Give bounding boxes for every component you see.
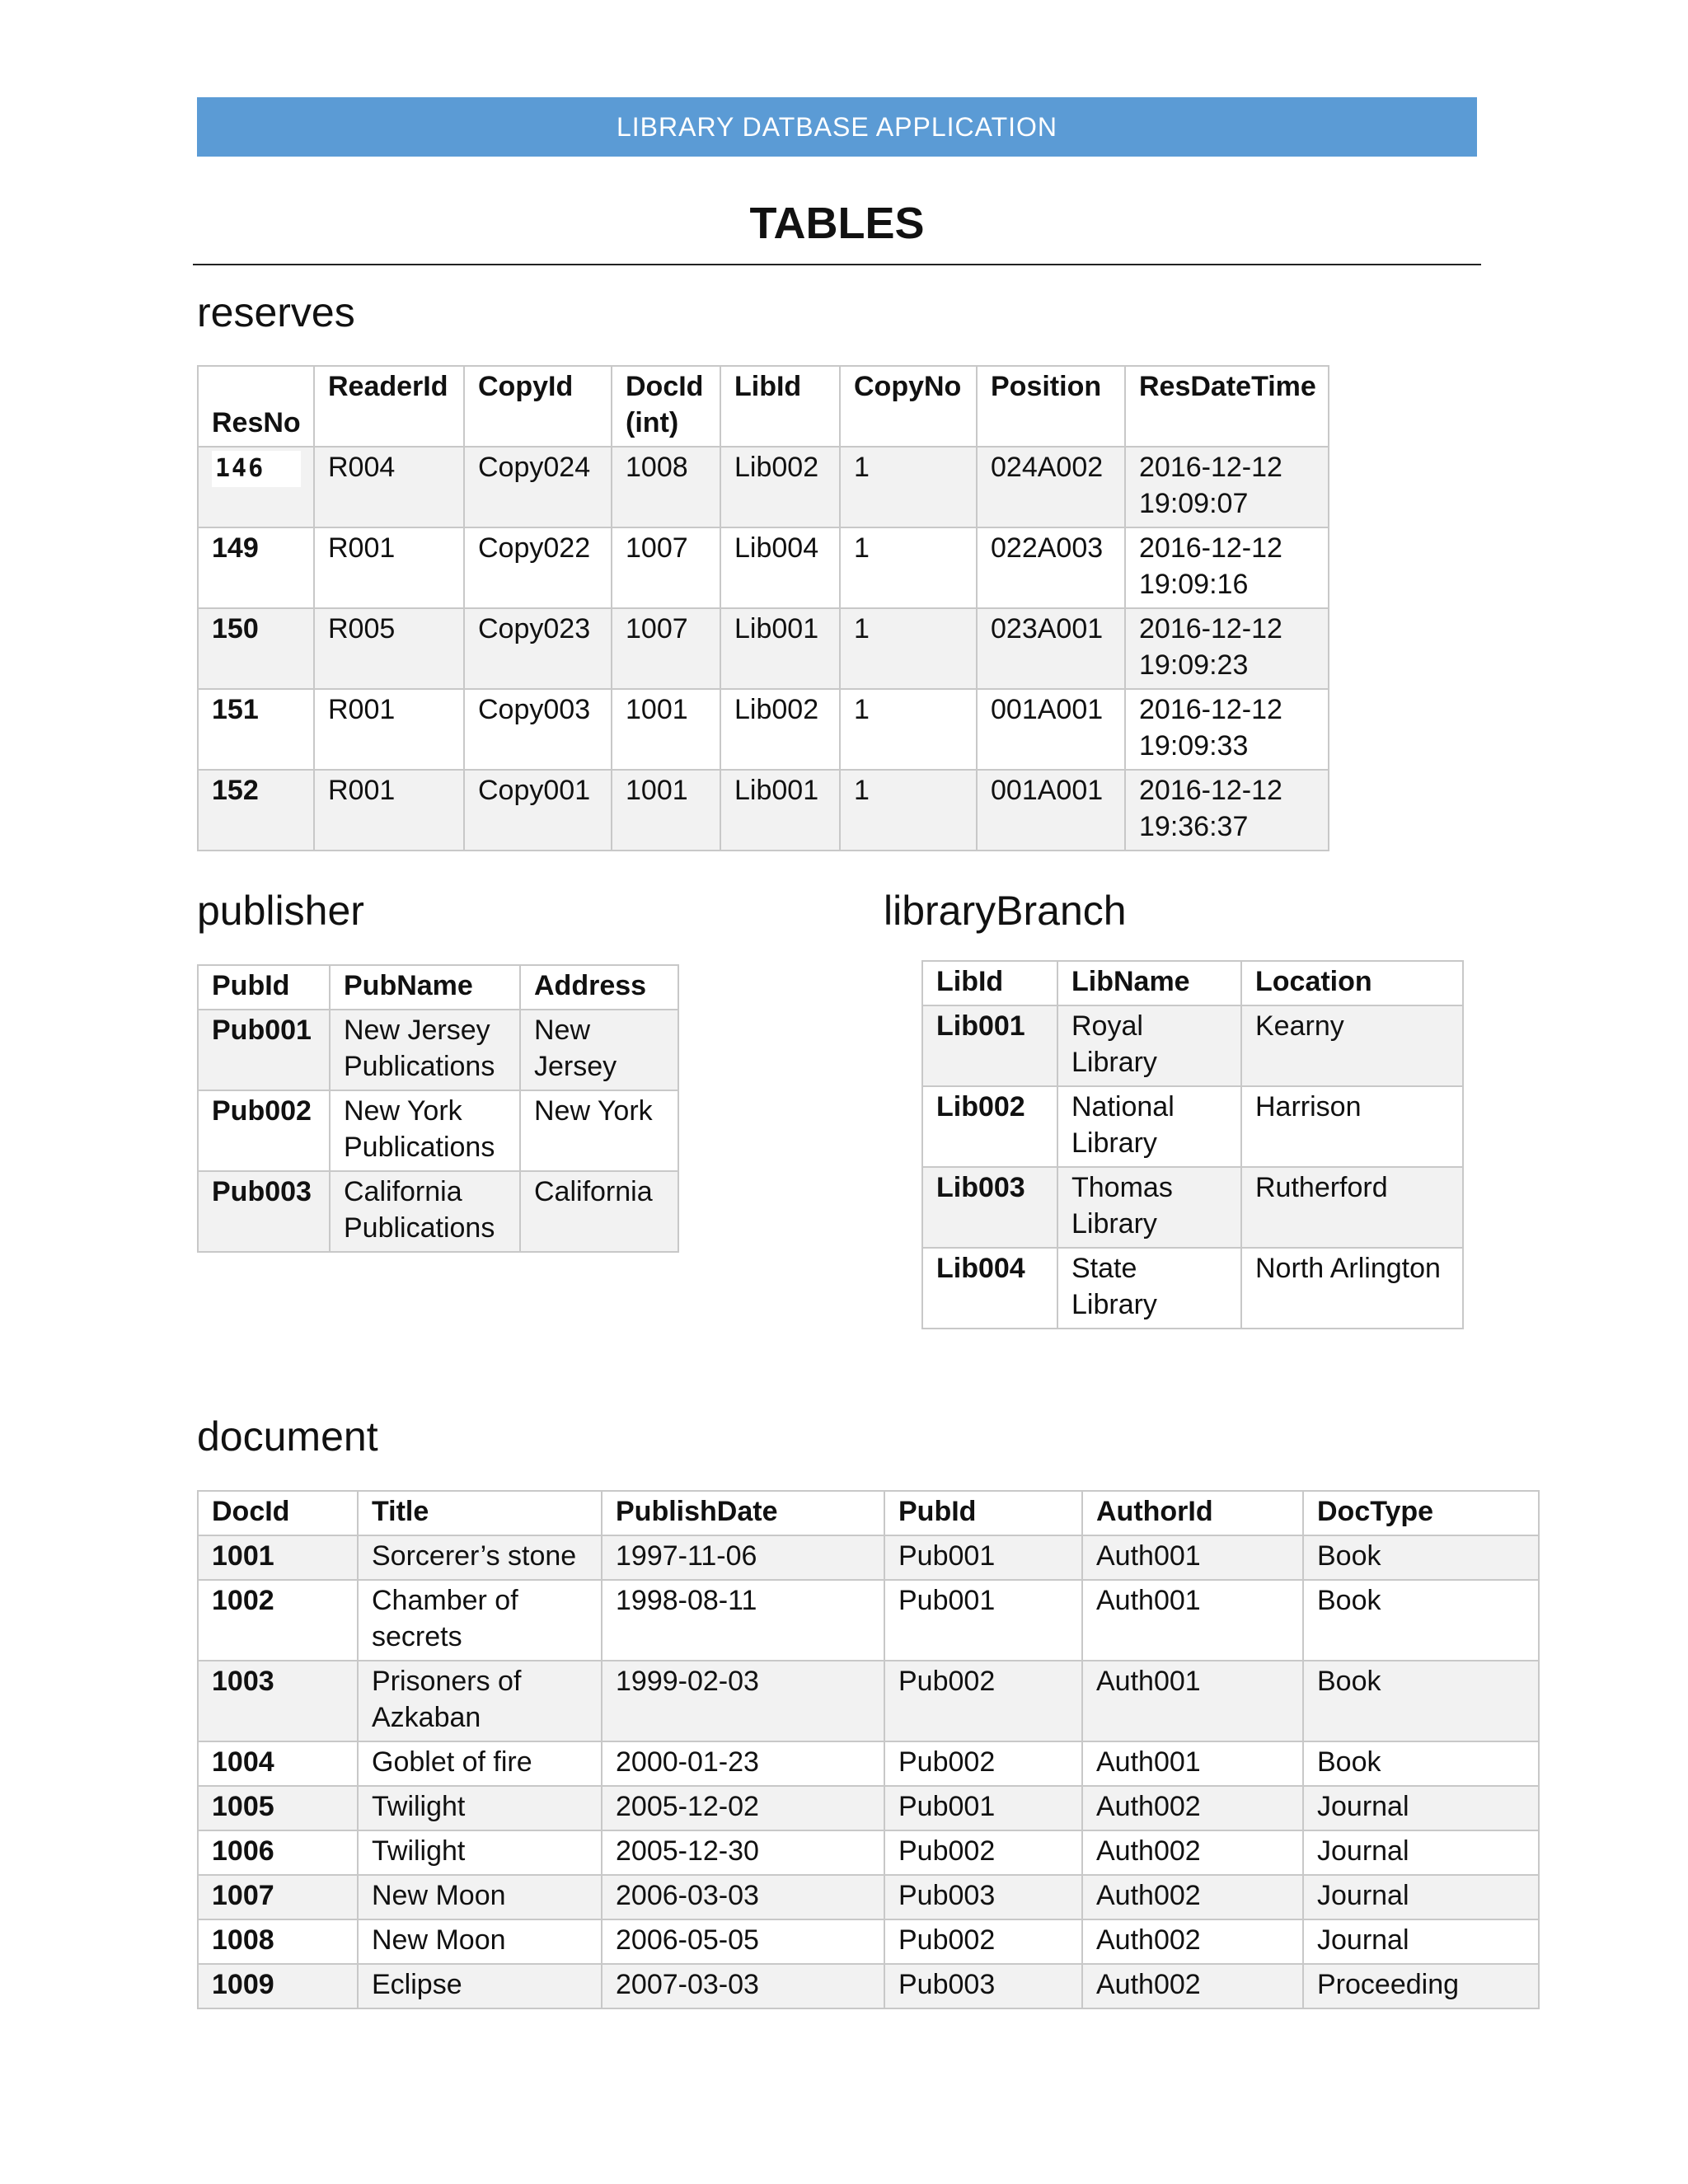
library-branch-cell: Lib004 xyxy=(922,1248,1057,1329)
document-column-header: DocType xyxy=(1303,1491,1539,1535)
app-title: LIBRARY DATBASE APPLICATION xyxy=(616,111,1058,142)
publisher-row xyxy=(198,1090,678,1171)
reserves-cell: 001A001 xyxy=(977,770,1125,851)
reserves-cell: Lib002 xyxy=(720,689,840,770)
document-cell: Pub003 xyxy=(884,1964,1082,2008)
reserves-cell: 001A001 xyxy=(977,689,1125,770)
document-row xyxy=(198,1830,1539,1875)
document-cell: Twilight xyxy=(358,1830,602,1875)
publisher-column-header: Address xyxy=(520,965,678,1010)
document-column-header: DocId xyxy=(198,1491,358,1535)
reserves-row xyxy=(198,689,1329,770)
document-cell: 1001 xyxy=(198,1535,358,1580)
library-branch-column-header: Location xyxy=(1241,961,1463,1005)
library-branch-cell: Lib002 xyxy=(922,1086,1057,1167)
reserves-cell: Copy022 xyxy=(464,527,612,608)
document-cell: 2005-12-30 xyxy=(602,1830,884,1875)
document-cell: Journal xyxy=(1303,1875,1539,1919)
reserves-cell: Lib002 xyxy=(720,447,840,527)
document-cell: 2006-03-03 xyxy=(602,1875,884,1919)
publisher-cell: California xyxy=(520,1171,678,1252)
publisher-heading: publisher xyxy=(197,888,364,934)
document-header-row xyxy=(198,1491,1539,1535)
library-branch-header-row xyxy=(922,961,1463,1005)
reserves-column-header: ResNo xyxy=(198,366,314,447)
publisher-cell: New York Publications xyxy=(330,1090,520,1171)
reserves-cell: Lib001 xyxy=(720,608,840,689)
publisher-cell: New Jersey xyxy=(520,1010,678,1090)
library-branch-heading: libraryBranch xyxy=(884,888,1127,934)
document-row xyxy=(198,1580,1539,1661)
document-cell: Journal xyxy=(1303,1830,1539,1875)
reserves-cell: 2016-12-12 19:09:16 xyxy=(1125,527,1329,608)
reserves-row xyxy=(198,447,1329,527)
document-row xyxy=(198,1741,1539,1786)
reserves-cell: 022A003 xyxy=(977,527,1125,608)
document-cell: 1997-11-06 xyxy=(602,1535,884,1580)
reserves-cell: Lib001 xyxy=(720,770,840,851)
reserves-cell: 1 xyxy=(840,608,977,689)
document-cell: 1003 xyxy=(198,1661,358,1741)
reserves-cell: 2016-12-12 19:09:33 xyxy=(1125,689,1329,770)
reserves-cell: R001 xyxy=(314,689,464,770)
reserves-cell: 151 xyxy=(198,689,314,770)
document-cell: 1006 xyxy=(198,1830,358,1875)
library-branch-cell: Harrison xyxy=(1241,1086,1463,1167)
publisher-cell: California Publications xyxy=(330,1171,520,1252)
document-cell: 2005-12-02 xyxy=(602,1786,884,1830)
document-cell: 2000-01-23 xyxy=(602,1741,884,1786)
document-cell: Book xyxy=(1303,1580,1539,1661)
document-cell: 1004 xyxy=(198,1741,358,1786)
library-branch-cell: National Library xyxy=(1057,1086,1241,1167)
reserves-cell: 152 xyxy=(198,770,314,851)
document-cell: Pub002 xyxy=(884,1830,1082,1875)
reserves-cell: R001 xyxy=(314,527,464,608)
document-heading: document xyxy=(197,1413,378,1460)
library-branch-cell: Lib001 xyxy=(922,1005,1057,1086)
reserves-cell: 023A001 xyxy=(977,608,1125,689)
publisher-cell: New York xyxy=(520,1090,678,1171)
document-cell: Twilight xyxy=(358,1786,602,1830)
document-cell: Pub002 xyxy=(884,1919,1082,1964)
library-branch-column-header: LibName xyxy=(1057,961,1241,1005)
reserves-column-header: ResDateTime xyxy=(1125,366,1329,447)
document-cell: Journal xyxy=(1303,1786,1539,1830)
reserves-row xyxy=(198,527,1329,608)
reserves-column-header: Position xyxy=(977,366,1125,447)
document-cell: Auth002 xyxy=(1082,1875,1303,1919)
document-cell: Book xyxy=(1303,1661,1539,1741)
reserves-column-header: CopyId xyxy=(464,366,612,447)
document-row xyxy=(198,1786,1539,1830)
reserves-header-row xyxy=(198,366,1329,447)
library-branch-cell: Rutherford xyxy=(1241,1167,1463,1248)
document-cell: Auth002 xyxy=(1082,1786,1303,1830)
publisher-cell: New Jersey Publications xyxy=(330,1010,520,1090)
document-cell: Pub002 xyxy=(884,1741,1082,1786)
reserves-cell: 1 xyxy=(840,527,977,608)
reserves-column-header: CopyNo xyxy=(840,366,977,447)
reserves-row xyxy=(198,608,1329,689)
document-column-header: Title xyxy=(358,1491,602,1535)
document-row xyxy=(198,1919,1539,1964)
document-cell: Pub003 xyxy=(884,1875,1082,1919)
library-branch-cell: North Arlington xyxy=(1241,1248,1463,1329)
publisher-row xyxy=(198,1171,678,1252)
document-cell: Auth001 xyxy=(1082,1661,1303,1741)
reserves-cell: R001 xyxy=(314,770,464,851)
document-cell: 1002 xyxy=(198,1580,358,1661)
reserves-cell: 2016-12-12 19:36:37 xyxy=(1125,770,1329,851)
reserves-cell: 1007 xyxy=(612,527,720,608)
document-cell: 2006-05-05 xyxy=(602,1919,884,1964)
publisher-column-header: PubName xyxy=(330,965,520,1010)
reserves-cell xyxy=(198,447,314,527)
document-cell: Pub001 xyxy=(884,1580,1082,1661)
reserves-row xyxy=(198,770,1329,851)
document-cell: Auth002 xyxy=(1082,1830,1303,1875)
reserves-cell: R004 xyxy=(314,447,464,527)
page-title: TABLES xyxy=(749,199,925,248)
document-cell: 1005 xyxy=(198,1786,358,1830)
publisher-row xyxy=(198,1010,678,1090)
publisher-cell: Pub001 xyxy=(198,1010,330,1090)
document-cell: 1998-08-11 xyxy=(602,1580,884,1661)
library-branch-cell: Thomas Library xyxy=(1057,1167,1241,1248)
publisher-cell: Pub003 xyxy=(198,1171,330,1252)
document-column-header: AuthorId xyxy=(1082,1491,1303,1535)
app-banner xyxy=(197,97,1477,157)
document-cell: Auth002 xyxy=(1082,1919,1303,1964)
reserves-cell: 2016-12-12 19:09:07 xyxy=(1125,447,1329,527)
document-cell: Auth002 xyxy=(1082,1964,1303,2008)
publisher-cell: Pub002 xyxy=(198,1090,330,1171)
library-branch-cell: Royal Library xyxy=(1057,1005,1241,1086)
reserves-cell: Copy003 xyxy=(464,689,612,770)
title-divider xyxy=(193,264,1481,265)
library-branch-column-header: LibId xyxy=(922,961,1057,1005)
reserves-cell: 1008 xyxy=(612,447,720,527)
reserves-cell: R005 xyxy=(314,608,464,689)
publisher-header-row xyxy=(198,965,678,1010)
library-branch-cell: Kearny xyxy=(1241,1005,1463,1086)
reserves-cell: Copy001 xyxy=(464,770,612,851)
document-cell: 1009 xyxy=(198,1964,358,2008)
document-cell: 2007-03-03 xyxy=(602,1964,884,2008)
reserves-cell: 1 xyxy=(840,689,977,770)
document-cell: Pub002 xyxy=(884,1661,1082,1741)
reserves-column-header: LibId xyxy=(720,366,840,447)
document-row xyxy=(198,1875,1539,1919)
reserves-column-header: DocId (int) xyxy=(612,366,720,447)
document-cell: Auth001 xyxy=(1082,1741,1303,1786)
document-cell: Book xyxy=(1303,1741,1539,1786)
reserves-cell: 2016-12-12 19:09:23 xyxy=(1125,608,1329,689)
document-cell: Auth001 xyxy=(1082,1535,1303,1580)
reserves-column-header: ReaderId xyxy=(314,366,464,447)
library-branch-cell: State Library xyxy=(1057,1248,1241,1329)
document-row xyxy=(198,1535,1539,1580)
reserves-cell: 024A002 xyxy=(977,447,1125,527)
document-cell: Book xyxy=(1303,1535,1539,1580)
document-cell: 1008 xyxy=(198,1919,358,1964)
document-table xyxy=(197,1490,1540,2009)
reserves-cell: 1 xyxy=(840,770,977,851)
library-branch-cell: Lib003 xyxy=(922,1167,1057,1248)
reserves-cell: 149 xyxy=(198,527,314,608)
library-branch-table xyxy=(921,960,1464,1329)
library-branch-row xyxy=(922,1005,1463,1086)
document-cell: Pub001 xyxy=(884,1535,1082,1580)
library-branch-row xyxy=(922,1086,1463,1167)
document-cell: Auth001 xyxy=(1082,1580,1303,1661)
publisher-column-header: PubId xyxy=(198,965,330,1010)
publisher-table xyxy=(197,964,679,1253)
reserves-cell: 1001 xyxy=(612,770,720,851)
library-branch-row xyxy=(922,1248,1463,1329)
reserves-cell: 150 xyxy=(198,608,314,689)
reserves-cell: Copy024 xyxy=(464,447,612,527)
reserves-cell: Copy023 xyxy=(464,608,612,689)
reserves-cell: 1001 xyxy=(612,689,720,770)
document-cell: Prisoners of Azkaban xyxy=(358,1661,602,1741)
document-cell: Sorcerer’s stone xyxy=(358,1535,602,1580)
document-cell: Goblet of fire xyxy=(358,1741,602,1786)
document-column-header: PubId xyxy=(884,1491,1082,1535)
document-cell: Pub001 xyxy=(884,1786,1082,1830)
reserves-heading: reserves xyxy=(197,289,355,335)
document-row xyxy=(198,1964,1539,2008)
reserves-cell: Lib004 xyxy=(720,527,840,608)
reserves-highlighted-key: 146 xyxy=(212,451,301,487)
document-cell: Proceeding xyxy=(1303,1964,1539,2008)
reserves-table xyxy=(197,365,1329,851)
document-cell: Chamber of secrets xyxy=(358,1580,602,1661)
document-cell: Journal xyxy=(1303,1919,1539,1964)
document-cell: 1007 xyxy=(198,1875,358,1919)
reserves-cell: 1007 xyxy=(612,608,720,689)
document-cell: Eclipse xyxy=(358,1964,602,2008)
reserves-cell: 1 xyxy=(840,447,977,527)
document-cell: New Moon xyxy=(358,1919,602,1964)
document-column-header: PublishDate xyxy=(602,1491,884,1535)
document-cell: 1999-02-03 xyxy=(602,1661,884,1741)
document-row xyxy=(198,1661,1539,1741)
document-cell: New Moon xyxy=(358,1875,602,1919)
library-branch-row xyxy=(922,1167,1463,1248)
